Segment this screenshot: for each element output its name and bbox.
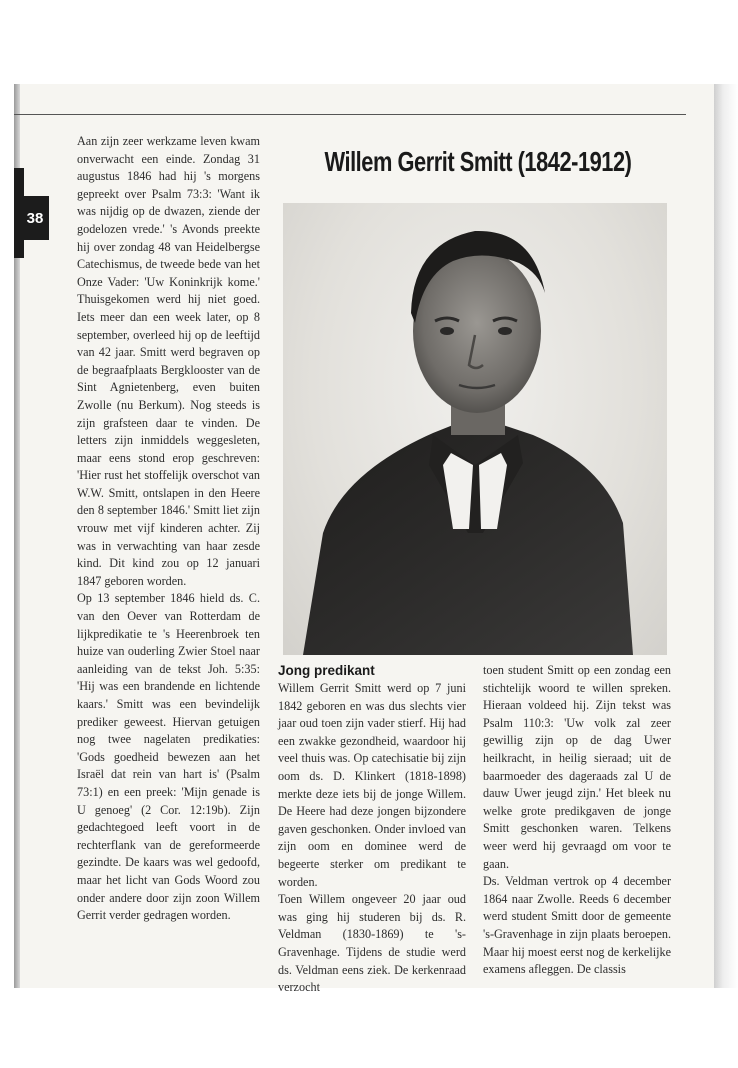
right-column bbox=[483, 662, 671, 979]
portrait-photo bbox=[283, 203, 667, 655]
section-heading: Jong predikant bbox=[278, 663, 375, 678]
paragraph: Willem Gerrit Smitt werd op 7 juni 1842 geboren en was dus slechts vier jaar oud toen zijn vader stierf. Hij had een zwakke gezondheid, waardoor hij veel thuis was. Op catechisatie bij zijn oom ds. D. Klinkert (1818-1898) merkte deze iets bij de jonge Willem. De Heere had deze jongen bijzondere gaven geschonken. Onder invloed van zijn oom en dominee werd de begeerte sterker om predikant te worden. bbox=[278, 681, 466, 889]
paragraph: Ds. Veldman vertrok op 4 december 1864 naar Zwolle. Reeds 6 december werd student Smitt door de gemeente 's-Gravenhage in zijn plaats beroepen. Maar hij moest eerst nog de kerkelijke examens afleggen. De classis bbox=[483, 874, 671, 977]
left-column bbox=[77, 133, 260, 925]
paragraph: Aan zijn zeer werkzame leven kwam onverwacht een einde. Zondag 31 augustus 1846 had hij 's morgens gepreekt over Psalm 73:3: 'Want ik was nijdig op de dwazen, ziende der godelozen vrede.' 's Avonds preekte hij over zondag 48 van Heidelbergse Catechismus, de tweede bede van het Onze Vader: 'Uw Koninkrijk kome.' Thuisgekomen werd hij niet goed. Iets meer dan een week later, op 8 september, overleed hij op de leeftijd van 42 jaar. Smitt werd begraven op de begraafplaats Bergklooster van de Sint Agnietenberg, even buiten Zwolle (nu Berkum). Nog steeds is zijn grafsteen daar te vinden. De letters zijn inmiddels weggesleten, maar eens stond erop geschreven: 'Hier rust het stoffelijk overschot van W.W. Smitt, ontslapen in den Heere den 8 september 1846.' Smitt liet zijn vrouw met vijf kinderen achter. Zij was in verwachting van haar zesde kind. Dit kind zou op 12 januari 1847 geboren worden. bbox=[77, 134, 260, 588]
paragraph: Op 13 september 1846 hield ds. C. van den Oever van Rotterdam de lijkpredikatie te 's Heerenbroek ten huize van ouderling Zwier Stoel naar aanleiding van de tekst Joh. 5:35: 'Hij was een brandende en lichtende kaars.' Smitt was een bevindelijk prediker geweest. Hiervan getuigen nog twee nagelaten predikaties: 'Gods goedheid bewezen aan het Israël dat rein van hart is' (Psalm 73:1) en een preek: 'Mijn genade is U genoeg' (2 Cor. 12:19b). Zijn gedachtegoed leeft voort in de rechterflank van de gereformeerde gezindte. De kaars was wel gedoofd, maar het licht van Gods Woord zou onder andere door zijn zoon Willem Gerrit verder gedragen worden. bbox=[77, 591, 260, 923]
middle-column bbox=[278, 662, 466, 997]
page-edge bbox=[714, 84, 738, 988]
article-title: Willem Gerrit Smitt (1842-1912) bbox=[324, 145, 632, 177]
paragraph: Toen Willem ongeveer 20 jaar oud was ging hij studeren bij ds. R. Veldman (1830-1869) te 's-Gravenhage. Tijdens de studie werd ds. Veldman eens ziek. De kerkenraad verzocht bbox=[278, 892, 466, 995]
page-number: 38 bbox=[21, 196, 49, 240]
paragraph: toen student Smitt op een zondag een stichtelijk woord te willen spreken. Hieraan voldeed hij. Zijn tekst was Psalm 110:3: 'Uw volk zal zeer gewillig zijn op de dag Uwer heilkracht, in heilig sieraad; uit de baarmoeder des dageraads zal U de dauw Uwer jeugd zijn.' Het bleek nu welke grote predikgaven de jonge Smitt geschonken waren. Telkens weer werd hij gevraagd om voor te gaan. bbox=[483, 663, 671, 871]
portrait-illustration bbox=[283, 203, 667, 655]
header-rule bbox=[14, 114, 686, 115]
